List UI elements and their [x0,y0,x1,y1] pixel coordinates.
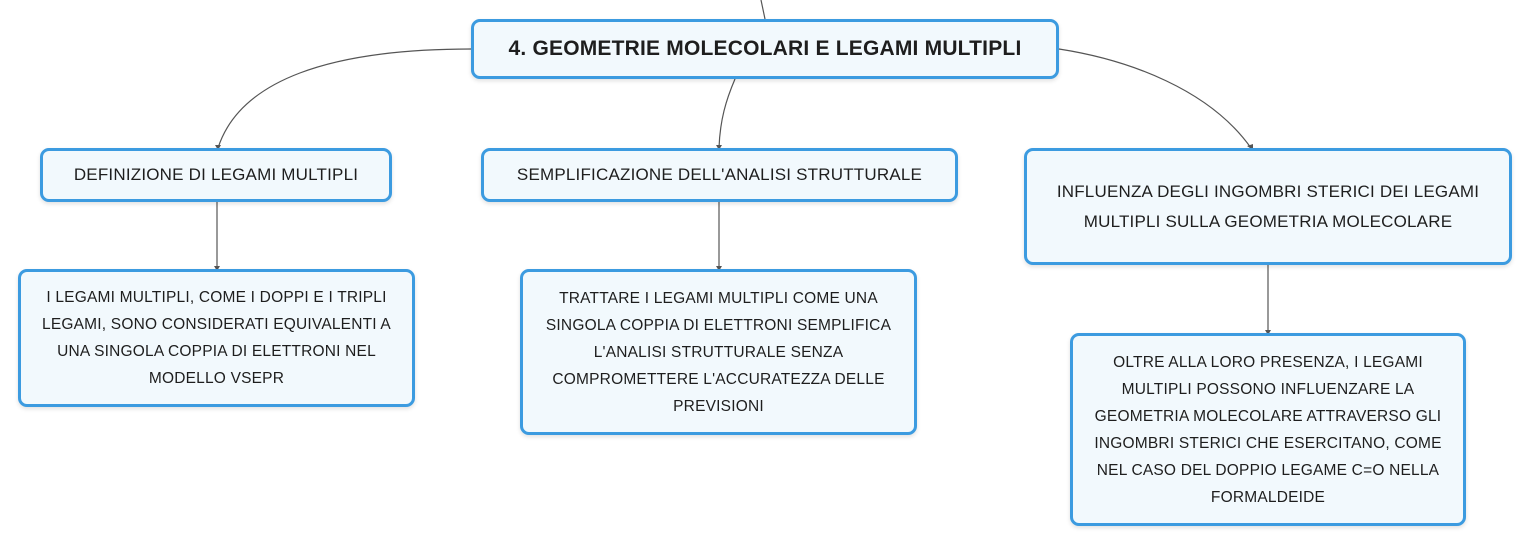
detail-node-simplification[interactable] [520,269,917,435]
connector-parent-to-root [761,0,765,19]
connector-root-to-topic-1 [218,49,471,148]
topic-node-steric-influence-title: INFLUENZA DEGLI INGOMBRI STERICI DEI LEGAMI MULTIPLI SULLA GEOMETRIA MOLECOLARE [1056,181,1480,231]
root-node-title: 4. GEOMETRIE MOLECOLARI E LEGAMI MULTIPLI [508,37,1022,60]
detail-node-definition-text: I LEGAMI MULTIPLI, COME I DOPPI E I TRIPLI LEGAMI, SONO CONSIDERATI EQUIVALENTI A UNA SINGOLA COPPIA DI ELETTRONI NEL MODELLO VSEPR [42,289,391,387]
topic-node-definition[interactable] [40,148,392,202]
connector-root-to-topic-2 [719,79,735,148]
topic-node-simplification[interactable] [481,148,958,202]
topic-node-definition-title: DEFINIZIONE DI LEGAMI MULTIPLI [73,165,359,184]
topic-node-steric-influence[interactable] [1024,148,1512,265]
detail-node-steric-influence-text: OLTRE ALLA LORO PRESENZA, I LEGAMI MULTIPLI POSSONO INFLUENZARE LA GEOMETRIA MOLECOLARE ATTRAVERSO GLI INGOMBRI STERICI CHE ESERCITANO, COME NEL CASO DEL DOPPIO LEGAME C=O NELLA FORMALDEIDE [1094,353,1442,506]
root-node[interactable] [471,19,1059,79]
detail-node-steric-influence[interactable] [1070,333,1466,526]
detail-node-simplification-text: TRATTARE I LEGAMI MULTIPLI COME UNA SINGOLA COPPIA DI ELETTRONI SEMPLIFICA L'ANALISI STRUTTURALE SENZA COMPROMETTERE L'ACCURATEZZA DELLE PREVISIONI [545,289,892,415]
topic-node-simplification-title: SEMPLIFICAZIONE DELL'ANALISI STRUTTURALE [516,165,923,184]
detail-node-definition[interactable] [18,269,415,407]
connector-root-to-topic-3 [1059,49,1251,148]
